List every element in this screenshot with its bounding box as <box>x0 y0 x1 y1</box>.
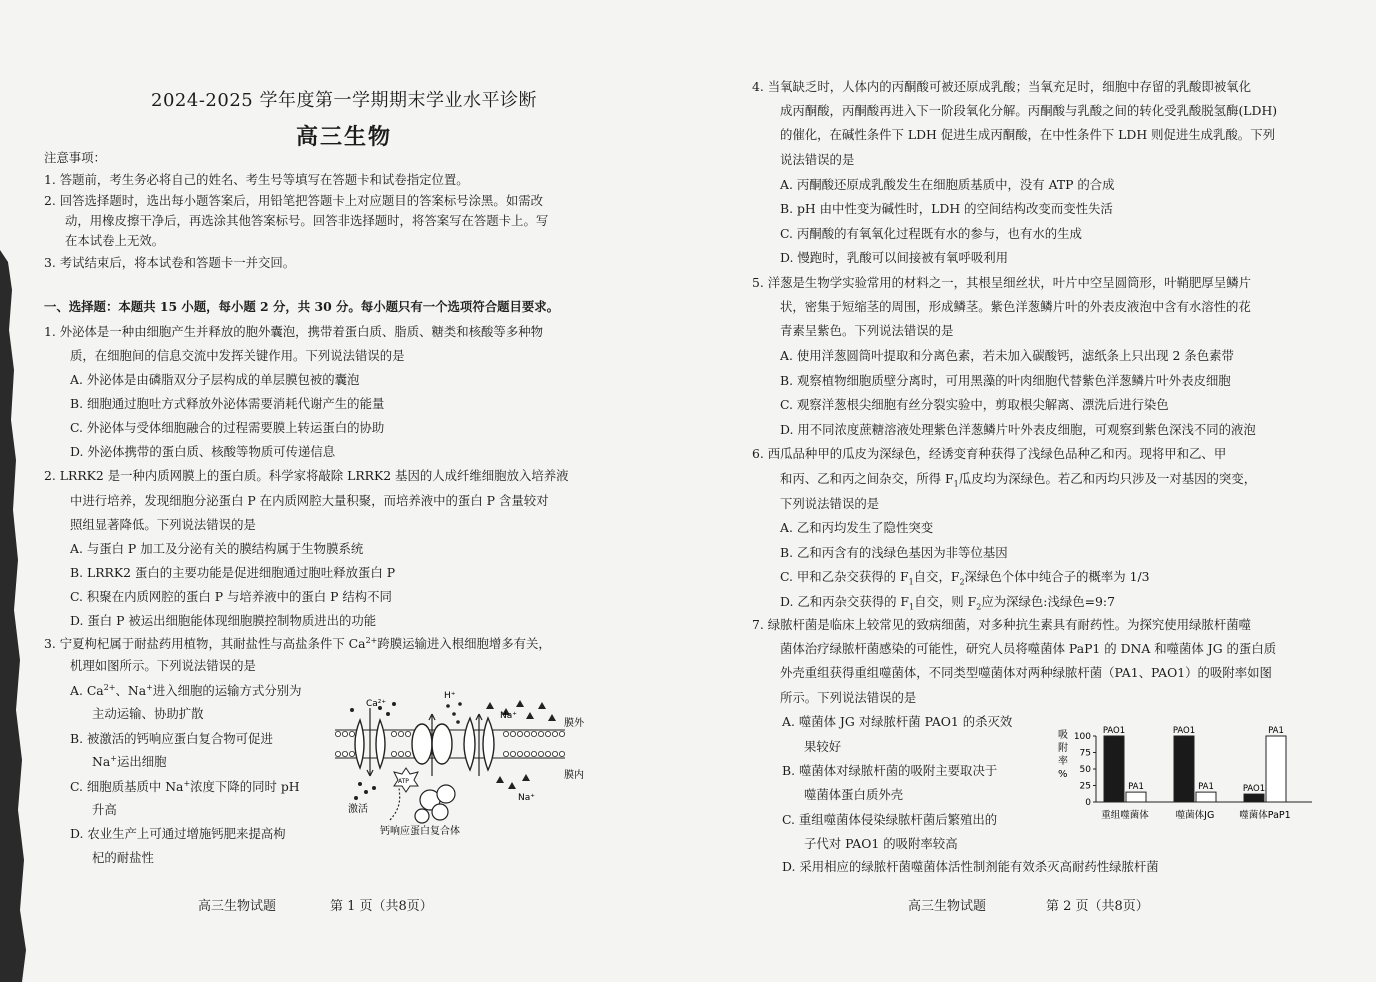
q4-option: A. 丙酮酸还原成乳酸发生在细胞质基质中，没有 ATP 的合成 <box>780 177 1115 192</box>
footer-page-number: 第 2 页（共8页） <box>1046 899 1149 914</box>
notice-line: 动，用橡皮擦干净后，再选涂其他答案标号。回答非选择题时，将答案写在答题卡上。写 <box>65 213 549 228</box>
notice-line: 1. 答题前，考生务必将自己的姓名、考生号等填写在答题卡和试卷指定位置。 <box>44 172 469 187</box>
bar-series-label: PA1 <box>1128 782 1144 793</box>
q3-option-d: D. 农业生产上可通过增施钙肥来提高枸 <box>70 826 286 841</box>
q7-stem: 外壳重组获得重组噬菌体，不同类型噬菌体对两种绿脓杆菌（PA1、PAO1）的吸附率如图 <box>780 665 1272 680</box>
q7-option: 果较好 <box>804 739 842 754</box>
q7-option: D. 采用相应的绿脓杆菌噬菌体活性制剂能有效杀灭高耐药性绿脓杆菌 <box>782 859 1159 874</box>
q5-option: B. 观察植物细胞质壁分离时，可用黑藻的叶肉细胞代替紫色洋葱鳞片叶外表皮细胞 <box>780 373 1231 388</box>
q1-option: C. 外泌体与受体细胞融合的过程需要膜上转运蛋白的协助 <box>70 420 385 435</box>
q3-option-a: 主动运输、协助扩散 <box>92 706 204 721</box>
q5-stem: 状，密集于短缩茎的周围，形成鳞茎。紫色洋葱鳞片叶的外表皮液泡中含有水溶性的花 <box>780 299 1251 314</box>
q5-stem: 青素呈紫色。下列说法错误的是 <box>780 323 954 338</box>
q6-option: A. 乙和丙均发生了隐性突变 <box>780 520 934 535</box>
q7-option: A. 噬菌体 JG 对绿脓杆菌 PAO1 的杀灭效 <box>782 714 1013 729</box>
footer-page-number: 第 1 页（共8页） <box>330 899 433 914</box>
q4-stem: 的催化，在碱性条件下 LDH 促进生成丙酮酸，在中性条件下 LDH 则促进生成乳酸。下列 <box>780 127 1275 142</box>
bar-pa1 <box>1196 792 1216 802</box>
q1-stem: 质，在细胞间的信息交流中发挥关键作用。下列说法错误的是 <box>70 348 405 363</box>
q6-stem: 下列说法错误的是 <box>780 496 880 511</box>
q2-option: A. 与蛋白 P 加工及分泌有关的膜结构属于生物膜系统 <box>70 541 364 556</box>
category-label: 噬菌体PaP1 <box>1239 810 1291 821</box>
q3-option-b: Na+运出细胞 <box>92 753 167 769</box>
bar-pa1 <box>1266 736 1286 802</box>
subject-title: 高三生物 <box>295 124 392 150</box>
y-tick-label: 25 <box>1079 781 1091 792</box>
q3-option-a: A. $Ca^{2+}$、Na+进入细胞的运输方式分别为 <box>70 682 302 698</box>
q7-option: C. 重组噬菌体侵染绿脓杆菌后繁殖出的 <box>782 812 998 827</box>
q7-option: 噬菌体蛋白质外壳 <box>804 787 904 802</box>
notice-line: 3. 考试结束后，将本试卷和答题卡一并交回。 <box>44 255 296 270</box>
label-atp: ATP <box>398 778 409 785</box>
bar-series-label: PAO1 <box>1172 726 1196 736</box>
q4-stem: 4. 当氧缺乏时，人体内的丙酮酸可被还原成乳酸；当氧充足时，细胞中存留的乳酸即被氧化 <box>752 79 1251 94</box>
bar-pao1 <box>1174 736 1194 802</box>
q7-stem: 所示。下列说法错误的是 <box>780 690 917 705</box>
q1-option: B. 细胞通过胞吐方式释放外泌体需要消耗代谢产生的能量 <box>70 396 385 411</box>
y-tick-label: 100 <box>1073 732 1091 742</box>
bar-pa1 <box>1126 792 1146 802</box>
y-axis-label-char: % <box>1058 769 1068 780</box>
label-outside: 膜外 <box>564 718 584 729</box>
q2-option: B. LRRK2 蛋白的主要功能是促进细胞通过胞吐释放蛋白 P <box>70 565 396 580</box>
q5-stem: 5. 洋葱是生物学实验常用的材料之一，其根呈细丝状，叶片中空呈圆筒形，叶鞘肥厚呈鳞片 <box>752 275 1251 290</box>
q5-option: D. 用不同浓度蔗糖溶液处理紫色洋葱鳞片叶外表皮细胞，可观察到紫色深浅不同的液泡 <box>780 422 1256 437</box>
adsorption-rate-chart <box>1052 716 1316 826</box>
q3-option-d: 杞的耐盐性 <box>92 850 154 865</box>
exam-title: 2024-2025 学年度第一学期期末学业水平诊断 <box>151 90 537 111</box>
q3-stem: 机理如图所示。下列说法错误的是 <box>70 658 256 673</box>
label-calcium: Ca²⁺ <box>366 699 387 709</box>
q4-option: C. 丙酮酸的有氧氧化过程既有水的参与，也有水的生成 <box>780 226 1082 241</box>
q6-stem: 6. 西瓜品种甲的瓜皮为深绿色，经诱变育种获得了浅绿色品种乙和丙。现将甲和乙、甲 <box>752 446 1227 461</box>
y-axis-label-char: 吸 <box>1058 730 1068 741</box>
q6-option: C. 甲和乙杂交获得的 $F_1$自交，$F_2$深绿色个体中纯合子的概率为 1/3 <box>780 569 1150 587</box>
q2-stem: 2. LRRK2 是一种内质网膜上的蛋白质。科学家将敲除 LRRK2 基因的人成纤维细胞放入培养液 <box>44 468 569 483</box>
bar-series-label: PAO1 <box>1102 726 1126 736</box>
q5-option: C. 观察洋葱根尖细胞有丝分裂实验中，剪取根尖解离、漂洗后进行染色 <box>780 397 1169 412</box>
q4-option: B. pH 由中性变为碱性时，LDH 的空间结构改变而变性失活 <box>780 201 1113 216</box>
label-inside: 膜内 <box>564 770 584 781</box>
q7-stem: 7. 绿脓杆菌是临床上较常见的致病细菌，对多种抗生素具有耐药性。为探究使用绿脓杆菌噬 <box>752 617 1251 632</box>
bar-pao1 <box>1104 736 1124 802</box>
bar-series-label: PA1 <box>1268 726 1284 736</box>
chart-labels <box>1101 726 1290 821</box>
notice-line: 在本试卷上无效。 <box>65 233 165 248</box>
category-label: 噬菌体JG <box>1175 810 1215 821</box>
q2-option: D. 蛋白 P 被运出细胞能体现细胞膜控制物质进出的功能 <box>70 613 377 628</box>
q7-stem: 菌体治疗绿脓杆菌感染的可能性，研究人员将噬菌体 PaP1 的 DNA 和噬菌体 JG 的蛋白质 <box>780 641 1277 656</box>
q7-option: B. 噬菌体对绿脓杆菌的吸附主要取决于 <box>782 763 998 778</box>
q1-option: A. 外泌体是由磷脂双分子层构成的单层膜包被的囊泡 <box>70 372 360 387</box>
q1-stem: 1. 外泌体是一种由细胞产生并释放的胞外囊泡，携带着蛋白质、脂质、糖类和核酸等多种物 <box>44 324 543 339</box>
label-sodium-top: Na⁺ <box>500 711 517 721</box>
q6-stem: 和丙、乙和丙之间杂交，所得 $F_1$瓜皮均为深绿色。若乙和丙均只涉及一对基因的突变， <box>780 471 1257 489</box>
bar-series-label: PA1 <box>1198 782 1214 793</box>
chart-y-axis-label <box>1058 729 1068 780</box>
notice-heading: 注意事项： <box>44 150 106 165</box>
bar-series-label: PAO1 <box>1242 784 1266 795</box>
q2-stem: 中进行培养，发现细胞分泌蛋白 P 在内质网腔大量积聚，而培养液中的蛋白 P 含量较对 <box>70 493 549 508</box>
q4-stem: 说法错误的是 <box>780 152 855 167</box>
y-axis-label-char: 率 <box>1058 756 1068 767</box>
q7-option: 子代对 PAO1 的吸附率较高 <box>804 836 958 851</box>
q5-option: A. 使用洋葱圆筒叶提取和分离色素，若未加入碳酸钙，滤纸条上只出现 2 条色素带 <box>780 348 1234 363</box>
notice-line: 2. 回答选择题时，选出每小题答案后，用铅笔把答题卡上对应题目的答案标号涂黑。如需改 <box>44 193 543 208</box>
q1-option: D. 外泌体携带的蛋白质、核酸等物质可传递信息 <box>70 444 336 459</box>
footer-subject: 高三生物试题 <box>198 899 277 914</box>
y-tick-label: 75 <box>1079 748 1091 759</box>
category-label: 重组噬菌体 <box>1101 810 1149 821</box>
q3-stem: 3. 宁夏枸杞属于耐盐药用植物，其耐盐性与高盐条件下 $Ca^{2+}$跨膜运输进入根细胞增多有关， <box>44 635 551 651</box>
y-axis-label-char: 附 <box>1058 743 1068 754</box>
q6-option: B. 乙和丙含有的浅绿色基因为非等位基因 <box>780 545 1008 560</box>
membrane-transport-diagram <box>330 688 600 840</box>
y-tick-label: 0 <box>1085 798 1091 808</box>
q6-option: D. 乙和丙杂交获得的 $F_1$自交，则 $F_2$应为深绿色:浅绿色=9:7 <box>780 594 1115 612</box>
label-proton: H⁺ <box>444 691 456 701</box>
calcium-response-complex <box>415 785 455 823</box>
section-heading: 一、选择题：本题共 15 小题，每小题 2 分，共 30 分。每小题只有一个选项符合题目要求。 <box>44 299 560 314</box>
label-complex: 钙响应蛋白复合体 <box>380 826 460 837</box>
q3-option-b: B. 被激活的钙响应蛋白复合物可促进 <box>70 731 273 746</box>
q3-option-c: 升高 <box>92 802 117 817</box>
q4-stem: 成丙酮酸，丙酮酸再进入下一阶段氧化分解。丙酮酸与乳酸之间的转化受乳酸脱氢酶(LDH) <box>780 103 1278 118</box>
q2-stem: 照组显著降低。下列说法错误的是 <box>70 517 256 532</box>
label-activate: 激活 <box>348 804 368 815</box>
page-2 <box>688 0 1376 982</box>
q4-option: D. 慢跑时，乳酸可以间接被有氧呼吸利用 <box>780 250 1009 265</box>
q3-option-c: C. 细胞质基质中 Na+浓度下降的同时 pH <box>70 778 300 794</box>
label-sodium-bottom: Na⁺ <box>518 793 535 803</box>
q2-option: C. 积聚在内质网腔的蛋白 P 与培养液中的蛋白 P 结构不同 <box>70 589 392 604</box>
footer-subject: 高三生物试题 <box>908 899 987 914</box>
bar-pao1 <box>1244 794 1264 802</box>
y-tick-label: 50 <box>1079 765 1091 775</box>
